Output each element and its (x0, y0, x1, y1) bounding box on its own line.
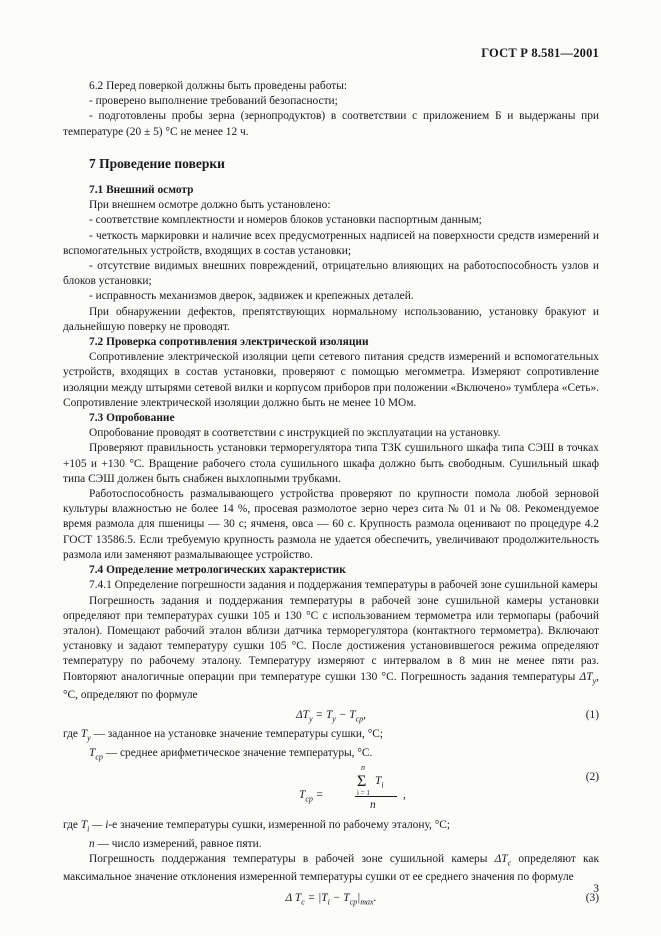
paragraph: Проверяют правильность установки терморегулятора типа ТЗК сушильного шкафа типа СЭШ в точках +105 и +130 °С. Вращение рабочего стола сушильного шкафа должно быть свободным. Сушильный шкаф типа СЭШ должен быть снабжен выхлопными трубками. (63, 442, 599, 485)
where-line: $T_{ср}$ — среднее арифметическое значение температуры, °С. (89, 746, 373, 761)
symbol: $\Delta T_y$ (579, 670, 597, 685)
paragraph: Работоспособность размалывающего устройства проверяют по крупности помола любой зерновой культуры влажностью не более 14 %, просевая размолотое зерно через сита № 01 и № 08. Рекомендуемое время размола для пшеницы — 30 с; ячменя, овса — 60 с. Крупность размола оценивают по процедуре 4.2 ГОСТ 13586.5. Если требуемую крупность размола не удается обеспечить, увеличивают продолжительность размола или заменяют размалывающее устройство. (63, 488, 599, 561)
formula-number: (1) (585, 709, 599, 722)
list-item: - отсутствие видимых внешних повреждений, отрицательно влияющих на работоспособность узлов и блоков установки; (63, 260, 599, 288)
section-7-title: 7 Проведение поверки (89, 155, 225, 171)
sum-upper-limit: n (361, 763, 365, 773)
section-7-2-title: 7.2 Проверка сопротивления электрической изоляции (89, 336, 369, 349)
paragraph: Погрешность задания и поддержания температуры в рабочей зоне сушильной камеры установки определяют при температурах сушки 105 и 130 °С с использованием термометра или термопары (рабочий эталон). Помещают рабочий эталон вблизи датчика терморегулятора (контактного термометра). Включают установку и задают температуру сушки 105 °С. После достижения установившегося режима определяют температуру по рабочему эталону. Температуру измеряют с интервалом в 8 мин не менее пяти раз. Повторяют аналогичные операции при температуре сушки 130 °С. Погрешность задания температуры $\Delta T_y$, °С, определяют по формуле (63, 594, 599, 701)
sum-sign: Σ (357, 773, 367, 791)
denominator: n (370, 799, 376, 812)
section-7-3-title: 7.3 Опробование (89, 412, 175, 425)
list-item: - подготовлены пробы зерна (зернопродуктов) в соответствии с приложением Б и выдержаны при температуре (20 ± 5) °С не менее 12 ч. (63, 110, 599, 138)
page-number: 3 (593, 883, 599, 895)
section-7-4-title: 7.4 Определение метрологических характеристик (89, 564, 346, 577)
fraction: $T_{ср}$ = n Σ i = 1 $T_i$ n , (299, 766, 439, 816)
list-item: - четкость маркировки и наличие всех предусмотренных надписей на поверхности средств измерений и вспомогательных устройств, входящих в состав установки; (63, 229, 599, 257)
list-item: - исправность механизмов дверок, задвижек и крепежных деталей. (89, 290, 414, 303)
formula-expression: $\Delta T_y = T_y - T_{ср}$, (295, 709, 366, 724)
formula-1 (63, 703, 599, 727)
page-body (63, 79, 599, 910)
paragraph-7-4-1: 7.4.1 Определение погрешности задания и поддержания температуры в рабочей зоне сушильной камеры (89, 579, 598, 592)
formula-expression: Δ $T_c = |T_i - T_{ср}|_{max}$. (285, 891, 377, 906)
paragraph: При внешнем осмотре должно быть установлено: (89, 199, 331, 212)
paragraph: Сопротивление электрической изоляции цепи сетевого питания средств измерений и вспомогательных устройств, входящих в состав установки, проверяют с помощью мегомметра. Измеряют сопротивление изоляции между штырями сетевой вилки и корпусом приборов при положении «Включено» тумблера «Сеть». Сопротивление электрической изоляции должно быть не менее 10 МОм. (63, 351, 599, 409)
standard-header: ГОСТ Р 8.581—2001 (481, 46, 599, 60)
paragraph: При обнаружении дефектов, препятствующих нормальному использованию, установку бракуют и дальнейшую поверку не проводят. (63, 305, 599, 333)
paragraph: Погрешность поддержания температуры в рабочей зоне сушильной камеры $\Delta T_c$ определяют как максимальное значение отклонения измеренной температуры сушки от ее среднего значения по формуле (63, 852, 599, 884)
section-7-1-title: 7.1 Внешний осмотр (89, 184, 194, 197)
sum-lower-limit: i = 1 (357, 789, 370, 798)
formula-number: (2) (585, 771, 599, 784)
formula-number: (3) (585, 891, 599, 904)
paragraph: Опробование проводят в соответствии с инструкцией по эксплуатации на установку. (89, 427, 501, 440)
formula-2 (63, 764, 599, 818)
where-line: где $T_i$ — i-е значение температуры сушки, измеренной по рабочему эталону, °С; (63, 819, 451, 834)
fraction-bar (355, 796, 397, 797)
where-line: n — число измерений, равное пяти. (89, 837, 262, 850)
paragraph-6-2: 6.2 Перед поверкой должны быть проведены работы: (89, 80, 348, 92)
list-item: - проверено выполнение требований безопасности; (89, 95, 338, 108)
list-item: - соответствие комплектности и номеров блоков установки паспортным данным; (89, 214, 482, 227)
formula-3 (63, 886, 599, 910)
where-line: где $T_y$ — заданное на установке значение температуры сушки, °С; (63, 728, 384, 743)
